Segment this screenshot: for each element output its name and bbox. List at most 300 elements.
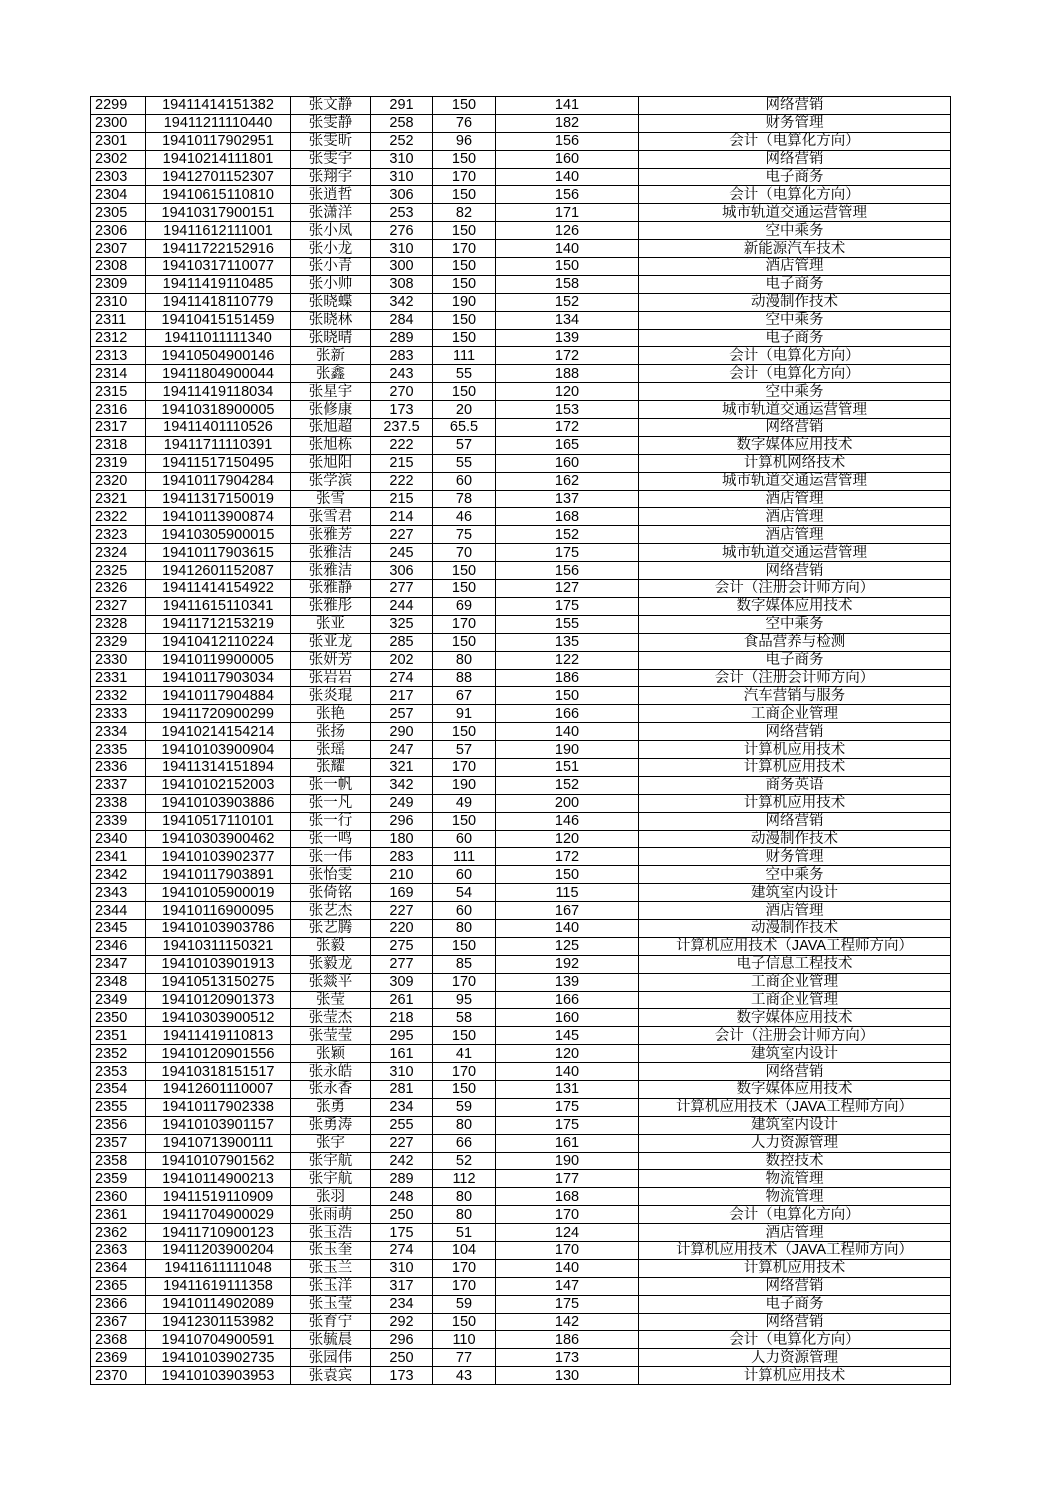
cell-exam-id: 19410704900591 [146,1331,291,1349]
cell-index: 2323 [91,526,146,544]
cell-index: 2322 [91,508,146,526]
cell-index: 2360 [91,1188,146,1206]
cell-score-b: 52 [433,1152,496,1170]
cell-score-c: 190 [496,1152,639,1170]
cell-name: 张园伟 [291,1349,371,1367]
cell-major: 电子商务 [639,275,951,293]
cell-exam-id: 19411011111340 [146,329,291,347]
cell-index: 2356 [91,1116,146,1134]
cell-index: 2348 [91,973,146,991]
cell-index: 2334 [91,723,146,741]
cell-exam-id: 19410318151517 [146,1063,291,1081]
table-row [91,937,951,955]
cell-major: 空中乘务 [639,311,951,329]
cell-total: 283 [371,848,433,866]
cell-name: 张亚龙 [291,633,371,651]
table-row [91,580,951,598]
cell-score-b: 54 [433,884,496,902]
cell-major: 酒店管理 [639,490,951,508]
cell-score-c: 124 [496,1224,639,1242]
table-row [91,168,951,186]
cell-score-c: 125 [496,937,639,955]
cell-total: 250 [371,1206,433,1224]
table-row [91,1098,951,1116]
cell-total: 308 [371,275,433,293]
cell-total: 291 [371,97,433,115]
table-row [91,1224,951,1242]
cell-name: 张玉奎 [291,1242,371,1260]
cell-total: 227 [371,526,433,544]
cell-exam-id: 19411419110485 [146,275,291,293]
cell-exam-id: 19411720900299 [146,705,291,723]
cell-name: 张雯静 [291,114,371,132]
cell-score-c: 127 [496,580,639,598]
cell-major: 工商企业管理 [639,973,951,991]
cell-index: 2358 [91,1152,146,1170]
cell-name: 张宇 [291,1134,371,1152]
cell-total: 252 [371,132,433,150]
table-row [91,222,951,240]
cell-score-c: 175 [496,1295,639,1313]
cell-major: 会计（注册会计师方向） [639,669,951,687]
table-row [91,365,951,383]
cell-major: 计算机应用技术（JAVA工程师方向） [639,1098,951,1116]
cell-exam-id: 19410513150275 [146,973,291,991]
cell-score-b: 150 [433,97,496,115]
table-row [91,991,951,1009]
cell-score-b: 150 [433,222,496,240]
cell-major: 电子商务 [639,651,951,669]
cell-major: 数字媒体应用技术 [639,1009,951,1027]
cell-major: 建筑室内设计 [639,884,951,902]
cell-index: 2363 [91,1242,146,1260]
cell-score-c: 160 [496,1009,639,1027]
cell-exam-id: 19410105900019 [146,884,291,902]
table-row [91,1045,951,1063]
cell-major: 计算机应用技术 [639,1259,951,1277]
cell-total: 250 [371,1349,433,1367]
cell-score-b: 41 [433,1045,496,1063]
table-row [91,1009,951,1027]
cell-exam-id: 19411615110341 [146,597,291,615]
cell-exam-id: 19411211110440 [146,114,291,132]
cell-total: 270 [371,383,433,401]
cell-score-c: 120 [496,383,639,401]
cell-index: 2352 [91,1045,146,1063]
cell-major: 空中乘务 [639,615,951,633]
cell-score-b: 55 [433,365,496,383]
cell-name: 张扬 [291,723,371,741]
cell-name: 张旭栋 [291,436,371,454]
cell-name: 张学滨 [291,472,371,490]
cell-index: 2313 [91,347,146,365]
cell-name: 张炎琨 [291,687,371,705]
cell-index: 2333 [91,705,146,723]
cell-score-c: 175 [496,1098,639,1116]
cell-total: 310 [371,240,433,258]
cell-score-b: 60 [433,472,496,490]
cell-exam-id: 19412601110007 [146,1080,291,1098]
table-row [91,902,951,920]
cell-score-b: 80 [433,651,496,669]
cell-exam-id: 19410214111801 [146,150,291,168]
cell-total: 285 [371,633,433,651]
cell-name: 张玉兰 [291,1259,371,1277]
cell-name: 张亚 [291,615,371,633]
cell-index: 2341 [91,848,146,866]
cell-total: 237.5 [371,419,433,437]
cell-total: 289 [371,1170,433,1188]
table-row [91,955,951,973]
cell-total: 300 [371,258,433,276]
table-row [91,1134,951,1152]
cell-total: 342 [371,293,433,311]
cell-score-c: 170 [496,1206,639,1224]
cell-total: 222 [371,472,433,490]
cell-score-c: 190 [496,741,639,759]
cell-index: 2331 [91,669,146,687]
cell-score-c: 130 [496,1367,639,1385]
cell-score-b: 170 [433,240,496,258]
cell-score-c: 153 [496,401,639,419]
cell-name: 张旭超 [291,419,371,437]
cell-name: 张育宁 [291,1313,371,1331]
cell-score-c: 150 [496,687,639,705]
cell-score-b: 170 [433,1063,496,1081]
cell-exam-id: 19410117903034 [146,669,291,687]
cell-exam-id: 19411619111358 [146,1277,291,1295]
cell-name: 张勇 [291,1098,371,1116]
cell-total: 227 [371,902,433,920]
cell-total: 289 [371,329,433,347]
table-row [91,866,951,884]
cell-score-b: 58 [433,1009,496,1027]
cell-name: 张新 [291,347,371,365]
cell-major: 网络营销 [639,150,951,168]
cell-name: 张永香 [291,1080,371,1098]
cell-exam-id: 19410113900874 [146,508,291,526]
cell-score-c: 120 [496,1045,639,1063]
cell-exam-id: 19411414151382 [146,97,291,115]
cell-major: 新能源汽车技术 [639,240,951,258]
cell-total: 175 [371,1224,433,1242]
cell-name: 张文静 [291,97,371,115]
cell-name: 张艺腾 [291,919,371,937]
cell-major: 酒店管理 [639,526,951,544]
table-row [91,794,951,812]
cell-index: 2359 [91,1170,146,1188]
cell-name: 张玉莹 [291,1295,371,1313]
cell-score-b: 80 [433,1116,496,1134]
table-row [91,472,951,490]
cell-score-b: 65.5 [433,419,496,437]
cell-index: 2303 [91,168,146,186]
cell-name: 张雅芳 [291,526,371,544]
table-row [91,973,951,991]
table-row [91,562,951,580]
table-row [91,919,951,937]
cell-name: 张雪君 [291,508,371,526]
cell-index: 2311 [91,311,146,329]
cell-score-c: 175 [496,1116,639,1134]
cell-score-c: 155 [496,615,639,633]
cell-exam-id: 19412701152307 [146,168,291,186]
cell-exam-id: 19410305900015 [146,526,291,544]
cell-exam-id: 19410317900151 [146,204,291,222]
cell-score-c: 172 [496,848,639,866]
cell-score-b: 110 [433,1331,496,1349]
table-row [91,97,951,115]
cell-total: 277 [371,955,433,973]
cell-score-b: 150 [433,580,496,598]
cell-major: 计算机应用技术 [639,794,951,812]
cell-name: 张宇航 [291,1170,371,1188]
cell-index: 2316 [91,401,146,419]
cell-score-c: 120 [496,830,639,848]
cell-name: 张雯宇 [291,150,371,168]
cell-total: 258 [371,114,433,132]
cell-score-b: 46 [433,508,496,526]
cell-total: 317 [371,1277,433,1295]
cell-major: 会计（注册会计师方向） [639,1027,951,1045]
cell-total: 275 [371,937,433,955]
cell-total: 249 [371,794,433,812]
cell-score-b: 20 [433,401,496,419]
cell-name: 张雨萌 [291,1206,371,1224]
table-row [91,1242,951,1260]
cell-score-c: 171 [496,204,639,222]
cell-name: 张宇航 [291,1152,371,1170]
cell-exam-id: 19410117902338 [146,1098,291,1116]
cell-exam-id: 19410303900462 [146,830,291,848]
cell-score-b: 150 [433,812,496,830]
cell-exam-id: 19410117903615 [146,544,291,562]
cell-name: 张永皓 [291,1063,371,1081]
cell-index: 2330 [91,651,146,669]
cell-total: 309 [371,973,433,991]
cell-score-c: 158 [496,275,639,293]
cell-name: 张小帅 [291,275,371,293]
cell-name: 张潇洋 [291,204,371,222]
cell-total: 274 [371,669,433,687]
cell-exam-id: 19410214154214 [146,723,291,741]
cell-index: 2336 [91,758,146,776]
table-row [91,830,951,848]
cell-exam-id: 19411203900204 [146,1242,291,1260]
cell-score-c: 145 [496,1027,639,1045]
cell-major: 人力资源管理 [639,1134,951,1152]
cell-score-c: 165 [496,436,639,454]
cell-score-c: 156 [496,132,639,150]
cell-total: 306 [371,562,433,580]
cell-total: 161 [371,1045,433,1063]
cell-exam-id: 19410318900005 [146,401,291,419]
cell-name: 张一伟 [291,848,371,866]
cell-index: 2343 [91,884,146,902]
cell-name: 张一帆 [291,776,371,794]
cell-name: 张羽 [291,1188,371,1206]
cell-score-b: 111 [433,347,496,365]
cell-score-b: 43 [433,1367,496,1385]
cell-name: 张翔宇 [291,168,371,186]
cell-total: 310 [371,168,433,186]
cell-name: 张鑫 [291,365,371,383]
cell-score-c: 140 [496,1063,639,1081]
cell-exam-id: 19410117904284 [146,472,291,490]
cell-exam-id: 19410107901562 [146,1152,291,1170]
cell-major: 计算机网络技术 [639,454,951,472]
table-row [91,1188,951,1206]
cell-score-b: 170 [433,615,496,633]
cell-major: 数字媒体应用技术 [639,597,951,615]
cell-score-c: 188 [496,365,639,383]
cell-score-c: 162 [496,472,639,490]
cell-exam-id: 19411612111001 [146,222,291,240]
cell-score-c: 140 [496,919,639,937]
cell-score-b: 67 [433,687,496,705]
cell-index: 2362 [91,1224,146,1242]
table-row [91,741,951,759]
cell-exam-id: 19410119900005 [146,651,291,669]
table-row [91,615,951,633]
cell-exam-id: 19410103903886 [146,794,291,812]
table-row [91,490,951,508]
cell-total: 222 [371,436,433,454]
cell-name: 张逍哲 [291,186,371,204]
cell-exam-id: 19410412110224 [146,633,291,651]
cell-index: 2354 [91,1080,146,1098]
cell-total: 234 [371,1295,433,1313]
cell-index: 2324 [91,544,146,562]
cell-score-b: 150 [433,329,496,347]
table-row [91,293,951,311]
cell-score-b: 80 [433,1188,496,1206]
cell-name: 张莹莹 [291,1027,371,1045]
table-row [91,132,951,150]
cell-score-b: 60 [433,902,496,920]
table-row [91,454,951,472]
cell-major: 酒店管理 [639,258,951,276]
cell-name: 张雅静 [291,580,371,598]
cell-score-b: 70 [433,544,496,562]
table-row [91,687,951,705]
table-row [91,669,951,687]
cell-score-b: 150 [433,383,496,401]
cell-major: 计算机应用技术（JAVA工程师方向） [639,1242,951,1260]
cell-score-b: 55 [433,454,496,472]
cell-total: 296 [371,812,433,830]
cell-major: 汽车营销与服务 [639,687,951,705]
cell-total: 295 [371,1027,433,1045]
cell-index: 2339 [91,812,146,830]
cell-name: 张燚平 [291,973,371,991]
cell-score-b: 150 [433,723,496,741]
cell-name: 张玉浩 [291,1224,371,1242]
cell-exam-id: 19410103902735 [146,1349,291,1367]
cell-major: 财务管理 [639,114,951,132]
cell-index: 2351 [91,1027,146,1045]
cell-total: 215 [371,454,433,472]
cell-score-c: 139 [496,973,639,991]
cell-exam-id: 19410103901913 [146,955,291,973]
cell-score-b: 75 [433,526,496,544]
cell-score-b: 150 [433,311,496,329]
cell-name: 张雅洁 [291,544,371,562]
cell-exam-id: 19410311150321 [146,937,291,955]
cell-major: 商务英语 [639,776,951,794]
cell-index: 2315 [91,383,146,401]
cell-exam-id: 19410114900213 [146,1170,291,1188]
cell-major: 会计（注册会计师方向） [639,580,951,598]
cell-major: 会计（电算化方向） [639,347,951,365]
cell-total: 276 [371,222,433,240]
cell-index: 2326 [91,580,146,598]
cell-major: 网络营销 [639,1313,951,1331]
cell-exam-id: 19411704900029 [146,1206,291,1224]
cell-exam-id: 19411314151894 [146,758,291,776]
cell-exam-id: 19411317150019 [146,490,291,508]
cell-exam-id: 19410504900146 [146,347,291,365]
cell-exam-id: 19410303900512 [146,1009,291,1027]
cell-major: 计算机应用技术 [639,1367,951,1385]
cell-index: 2350 [91,1009,146,1027]
cell-total: 247 [371,741,433,759]
table-row [91,186,951,204]
cell-name: 张小青 [291,258,371,276]
table-row [91,114,951,132]
table-row [91,150,951,168]
cell-name: 张妍芳 [291,651,371,669]
cell-score-b: 170 [433,758,496,776]
cell-score-b: 77 [433,1349,496,1367]
cell-name: 张勇涛 [291,1116,371,1134]
cell-score-c: 177 [496,1170,639,1188]
cell-exam-id: 19410103900904 [146,741,291,759]
table-row [91,1152,951,1170]
cell-index: 2337 [91,776,146,794]
table-row [91,1027,951,1045]
cell-score-b: 57 [433,436,496,454]
cell-total: 274 [371,1242,433,1260]
cell-total: 234 [371,1098,433,1116]
cell-total: 277 [371,580,433,598]
cell-score-b: 66 [433,1134,496,1152]
cell-major: 人力资源管理 [639,1349,951,1367]
cell-name: 张雯昕 [291,132,371,150]
cell-major: 电子商务 [639,168,951,186]
cell-score-c: 115 [496,884,639,902]
cell-index: 2304 [91,186,146,204]
cell-exam-id: 19410116900095 [146,902,291,920]
cell-major: 计算机应用技术 [639,741,951,759]
cell-total: 310 [371,1063,433,1081]
table-row [91,526,951,544]
cell-score-b: 170 [433,973,496,991]
cell-name: 张雪 [291,490,371,508]
cell-index: 2368 [91,1331,146,1349]
cell-total: 248 [371,1188,433,1206]
cell-index: 2327 [91,597,146,615]
cell-name: 张岩岩 [291,669,371,687]
cell-major: 网络营销 [639,562,951,580]
cell-exam-id: 19410102152003 [146,776,291,794]
cell-name: 张莹 [291,991,371,1009]
table-row [91,597,951,615]
cell-exam-id: 19410317110077 [146,258,291,276]
cell-total: 257 [371,705,433,723]
cell-name: 张小凤 [291,222,371,240]
cell-score-c: 167 [496,902,639,920]
